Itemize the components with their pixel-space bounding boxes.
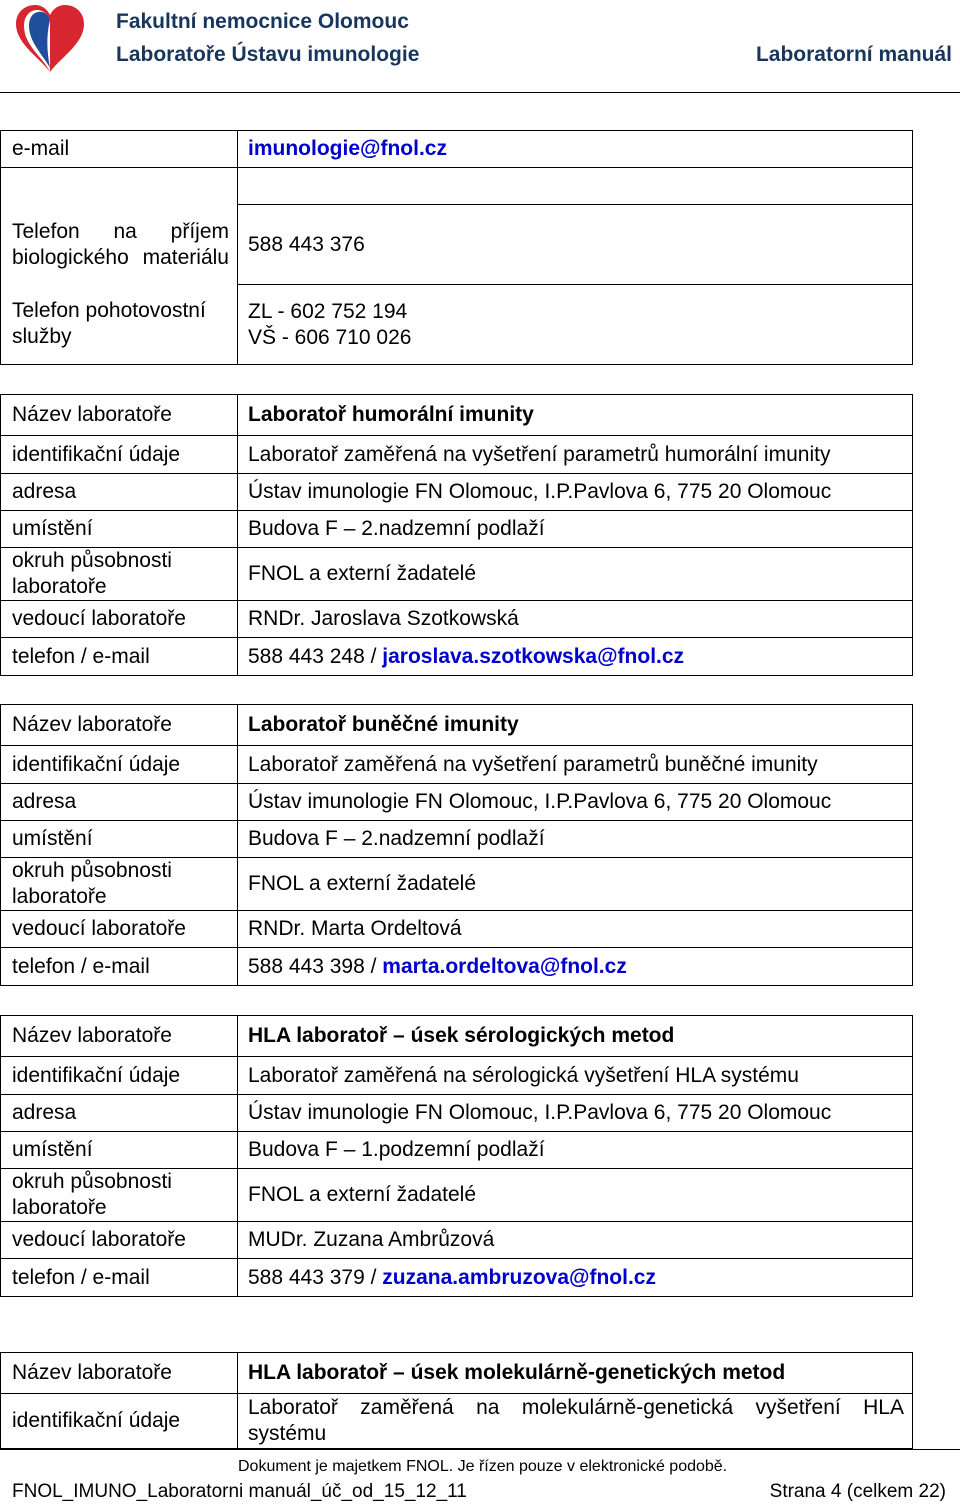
- ownership-note: Dokument je majetkem FNOL. Je řízen pouze v elektronické podobě.: [238, 1458, 728, 1475]
- lab-identification: Laboratoř zaměřená na vyšetření parametrů buněčné imunity: [238, 746, 913, 784]
- scope-label: okruh působnosti laboratoře: [1, 858, 238, 911]
- hospital-name: Fakultní nemocnice Olomouc: [116, 10, 409, 33]
- lab-address: Ústav imunologie FN Olomouc, I.P.Pavlova 6, 775 20 Olomouc: [238, 784, 913, 821]
- lab-identification: [238, 1394, 913, 1449]
- contact-table: [0, 130, 913, 365]
- table-row: [1, 131, 913, 168]
- emergency-phone-vs: VŠ - 606 710 026: [248, 325, 412, 349]
- lab-name-label: Název laboratoře: [1, 1016, 238, 1057]
- lab-table-hla-molecular: [0, 1352, 913, 1449]
- header-divider: [0, 92, 960, 93]
- table-row: [1, 285, 913, 365]
- lab-location: Budova F – 1.podzemní podlaží: [238, 1132, 913, 1169]
- identification-label: identifikační údaje: [1, 746, 238, 784]
- location-label: umístění: [1, 1132, 238, 1169]
- footer-divider: [0, 1449, 960, 1450]
- lab-table-humoral: [0, 394, 913, 676]
- lab-email-link[interactable]: marta.ordeltova@fnol.cz: [382, 954, 627, 978]
- emergency-phone-zl: ZL - 602 752 194: [248, 299, 408, 323]
- lab-identification: Laboratoř zaměřená na vyšetření parametrů humorální imunity: [238, 436, 913, 474]
- lab-contact: [238, 1259, 913, 1297]
- lab-phone: 588 443 379 /: [248, 1265, 383, 1289]
- fnol-logo-icon: [10, 2, 90, 74]
- lab-name-label: Název laboratoře: [1, 705, 238, 746]
- lab-name: Laboratoř buněčné imunity: [238, 705, 913, 746]
- head-label: vedoucí laboratoře: [1, 601, 238, 638]
- lab-email-link[interactable]: zuzana.ambruzova@fnol.cz: [382, 1265, 656, 1289]
- lab-identification-line1: Laboratoř zaměřená na molekulárně-genetická vyšetření HLA: [248, 1396, 904, 1419]
- lab-table-hla-serology: [0, 1015, 913, 1297]
- scope-label: okruh působnosti laboratoře: [1, 1169, 238, 1222]
- lab-head: RNDr. Marta Ordeltová: [238, 911, 913, 948]
- lab-head: MUDr. Zuzana Ambrůzová: [238, 1222, 913, 1259]
- page-header: [0, 0, 960, 96]
- table-row: [1, 168, 913, 205]
- lab-contact: [238, 948, 913, 986]
- address-label: adresa: [1, 784, 238, 821]
- page-number: Strana 4 (celkem 22): [769, 1481, 946, 1502]
- head-label: vedoucí laboratoře: [1, 1222, 238, 1259]
- lab-address: Ústav imunologie FN Olomouc, I.P.Pavlova 6, 775 20 Olomouc: [238, 474, 913, 511]
- lab-contact: [238, 638, 913, 676]
- address-label: adresa: [1, 474, 238, 511]
- location-label: umístění: [1, 821, 238, 858]
- lab-identification: Laboratoř zaměřená na sérologická vyšetření HLA systému: [238, 1057, 913, 1095]
- lab-phone: 588 443 398 /: [248, 954, 383, 978]
- manual-title: Laboratorní manuál: [755, 43, 952, 66]
- reception-phone-value: 588 443 376: [238, 205, 913, 285]
- email-label: e-mail: [1, 131, 238, 168]
- email-link-text[interactable]: imunologie@fnol.cz: [248, 137, 447, 160]
- lab-identification-line2: systému: [248, 1422, 327, 1445]
- lab-head: RNDr. Jaroslava Szotkowská: [238, 601, 913, 638]
- contact-label: telefon / e-mail: [1, 638, 238, 676]
- emergency-phone-label: Telefon pohotovostní služby: [1, 285, 238, 365]
- email-link[interactable]: [238, 131, 913, 168]
- lab-name: Laboratoř humorální imunity: [238, 395, 913, 436]
- emergency-phone-value: [238, 285, 913, 365]
- document-id: FNOL_IMUNO_Laboratorni manuál_úč_od_15_12_11: [12, 1481, 467, 1502]
- contact-label: telefon / e-mail: [1, 948, 238, 986]
- identification-label: identifikační údaje: [1, 436, 238, 474]
- lab-location: Budova F – 2.nadzemní podlaží: [238, 511, 913, 548]
- lab-scope: FNOL a externí žadatelé: [238, 1169, 913, 1222]
- lab-table-cellular: [0, 704, 913, 986]
- lab-email-link[interactable]: jaroslava.szotkowska@fnol.cz: [382, 644, 685, 668]
- lab-phone: 588 443 248 /: [248, 644, 383, 668]
- lab-address: Ústav imunologie FN Olomouc, I.P.Pavlova 6, 775 20 Olomouc: [238, 1095, 913, 1132]
- identification-label: identifikační údaje: [1, 1057, 238, 1095]
- lab-name-label: Název laboratoře: [1, 1353, 238, 1394]
- location-label: umístění: [1, 511, 238, 548]
- head-label: vedoucí laboratoře: [1, 911, 238, 948]
- department-name: Laboratoře Ústavu imunologie: [116, 43, 420, 66]
- lab-name: HLA laboratoř – úsek sérologických metod: [238, 1016, 913, 1057]
- lab-name: HLA laboratoř – úsek molekulárně-genetických metod: [238, 1353, 913, 1394]
- lab-location: Budova F – 2.nadzemní podlaží: [238, 821, 913, 858]
- lab-scope: FNOL a externí žadatelé: [238, 858, 913, 911]
- lab-name-label: Název laboratoře: [1, 395, 238, 436]
- address-label: adresa: [1, 1095, 238, 1132]
- table-row: [1, 205, 913, 285]
- reception-phone-label: Telefon na příjem biologického materiálu: [12, 219, 229, 269]
- contact-label: telefon / e-mail: [1, 1259, 238, 1297]
- scope-label: okruh působnosti laboratoře: [1, 548, 238, 601]
- lab-scope: FNOL a externí žadatelé: [238, 548, 913, 601]
- identification-label: identifikační údaje: [1, 1394, 238, 1449]
